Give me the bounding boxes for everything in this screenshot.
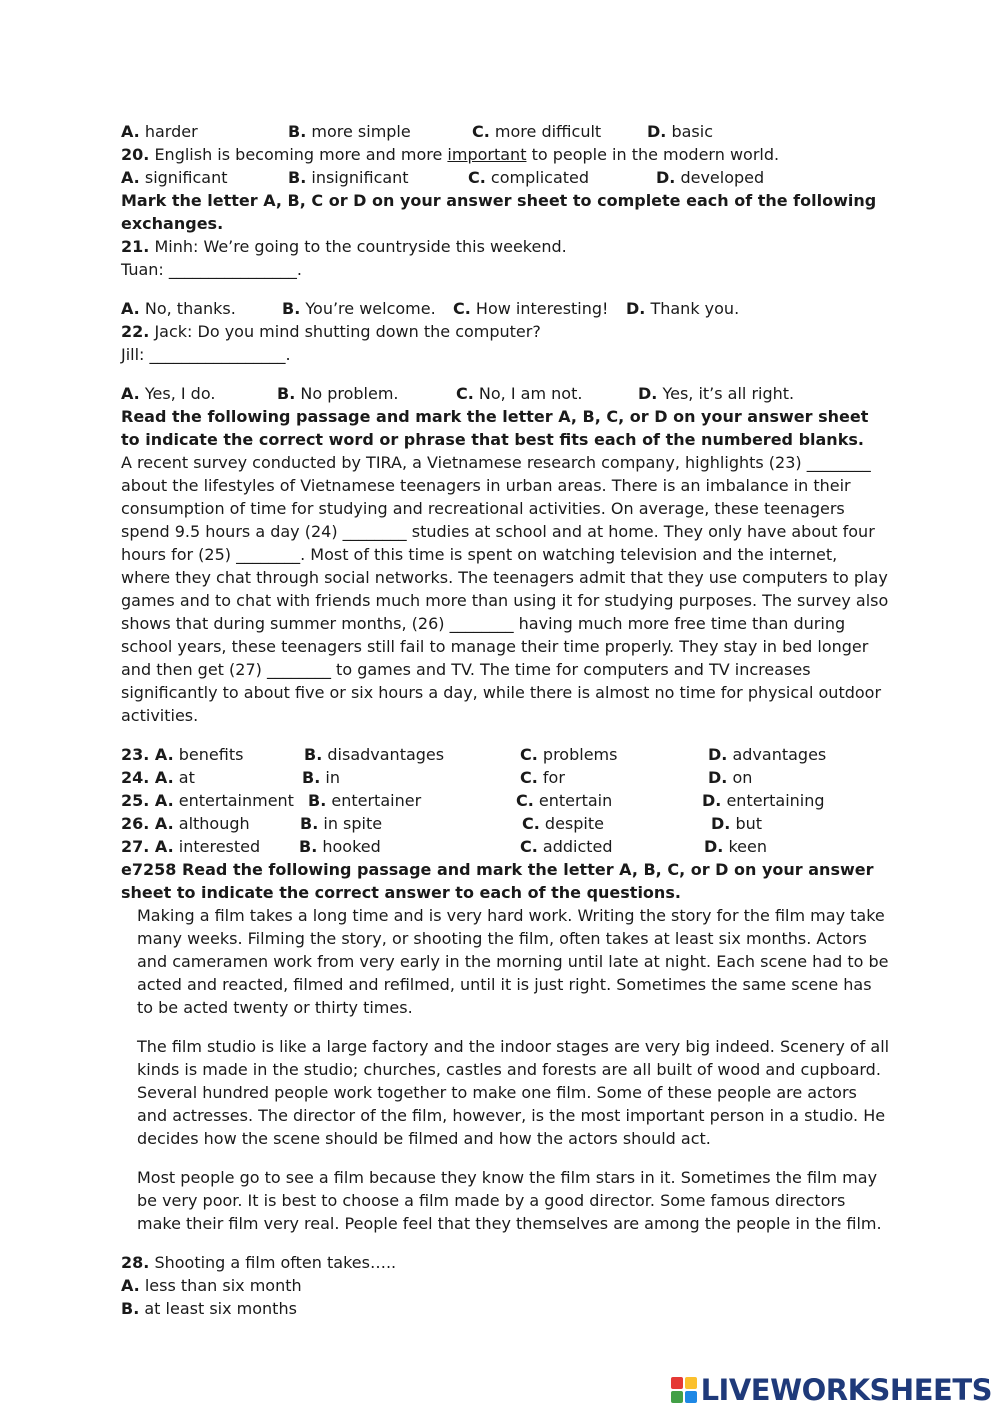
q24-option-a: 24. A. at: [121, 768, 195, 787]
q20-option-b: B. insignificant: [288, 168, 409, 187]
q26-option-a: 26. A. although: [121, 814, 250, 833]
q21-option-a: A. No, thanks.: [121, 299, 236, 318]
cloze-question-23: [121, 743, 891, 766]
q27-option-b: B. hooked: [299, 837, 381, 856]
q27-option-a: 27. A. interested: [121, 837, 261, 856]
q24-option-d: D. on: [708, 768, 753, 787]
q23-option-d: D. advantages: [708, 745, 827, 764]
q21-option-c: C. How interesting!: [453, 299, 609, 318]
q21-stem: 21. Minh: We’re going to the countryside this weekend.: [121, 237, 567, 256]
q25-option-d: D. entertaining: [702, 791, 825, 810]
logo-square-icon: [671, 1377, 683, 1389]
q22-option-c: C. No, I am not.: [456, 384, 583, 403]
q24-option-b: B. in: [302, 768, 340, 787]
q19-option-a: A. harder: [121, 122, 198, 141]
q26-option-c: C. despite: [522, 814, 604, 833]
instruction-exchanges: Mark the letter A, B, C or D on your answer sheet to complete each of the following exchanges.: [121, 191, 877, 233]
q22-option-b: B. No problem.: [277, 384, 399, 403]
q19-option-b: B. more simple: [288, 122, 411, 141]
q20-option-a: A. significant: [121, 168, 228, 187]
instruction-cloze: Read the following passage and mark the letter A, B, C, or D on your answer sheet to indicate the correct word or phrase that best fits each of the numbered blanks.: [121, 407, 869, 449]
reading-paragraph-1: Making a film takes a long time and is very hard work. Writing the story for the film may take many weeks. Filming the story, or shooting the film, often takes at least six months. Actors and cameramen work from very early in the morning until late at night. Each scene had to be acted and reacted, filmed and refilmed, until it is just right. Sometimes the same scene has to be acted twenty or thirty times.: [137, 906, 889, 1017]
logo-square-icon: [671, 1391, 683, 1403]
q25-option-b: B. entertainer: [308, 791, 422, 810]
q28-stem: 28. Shooting a film often takes…..: [121, 1253, 397, 1272]
logo-squares-icon: [671, 1377, 697, 1403]
q19-options: [121, 120, 891, 143]
q22-answer-line: Jill: _________________.: [121, 345, 291, 364]
q21-option-b: B. You’re welcome.: [282, 299, 436, 318]
liveworksheets-logo: [671, 1373, 992, 1407]
instruction-reading: e7258 Read the following passage and mark the letter A, B, C, or D on your answer sheet to indicate the correct answer to each of the questions.: [121, 860, 874, 902]
q19-option-c: C. more difficult: [472, 122, 602, 141]
q24-option-c: C. for: [520, 768, 565, 787]
q20-option-d: D. developed: [656, 168, 765, 187]
q21-option-d: D. Thank you.: [626, 299, 740, 318]
logo-square-icon: [685, 1377, 697, 1389]
cloze-question-26: [121, 812, 891, 835]
cloze-question-25: [121, 789, 891, 812]
logo-square-icon: [685, 1391, 697, 1403]
q20-stem: 20. English is becoming more and more important to people in the modern world.: [121, 145, 780, 164]
q25-option-a: 25. A. entertainment: [121, 791, 294, 810]
q23-option-b: B. disadvantages: [304, 745, 445, 764]
q23-option-c: C. problems: [520, 745, 618, 764]
q23-option-a: 23. A. benefits: [121, 745, 244, 764]
cloze-question-27: [121, 835, 891, 858]
reading-paragraph-3: Most people go to see a film because they know the film stars in it. Sometimes the film may be very poor. It is best to choose a film made by a good director. Some famous directors make their film very real. People feel that they themselves are among the people in the film.: [137, 1168, 882, 1233]
cloze-passage: A recent survey conducted by TIRA, a Vietnamese research company, highlights (23) ________ about the lifestyles of Vietnamese teenagers in urban areas. There is an imbalance in their consumption of time for studying and recreational activities. On average, these teenagers spend 9.5 hours a day (24) ________ studies at school and at home. They only have about four hours for (25) ________. Most of this time is spent on watching television and the internet, where they chat through social networks. The teenagers admit that they use computers to play games and to chat with friends much more than using it for studying purposes. The survey also shows that during summer months, (26) ________ having much more free time than during school years, these teenagers still fail to manage their time properly. They stay in bed longer and then get (27) ________ to games and TV. The time for computers and TV increases significantly to about five or six hours a day, while there is almost no time for physical outdoor activities.: [121, 453, 889, 725]
q19-option-d: D. basic: [647, 122, 713, 141]
worksheet-page: [121, 120, 891, 1320]
reading-paragraph-2: The film studio is like a large factory and the indoor stages are very big indeed. Scenery of all kinds is made in the studio; churches, castles and forests are all built of wood and cupboard. Several hundred people work together to make one film. Some of these people are actors and actresses. The director of the film, however, is the most important person in a studio. He decides how the scene should be filmed and how the actors should act.: [137, 1037, 890, 1148]
q25-option-c: C. entertain: [516, 791, 613, 810]
q20-options: [121, 166, 891, 189]
q28-option-a: A. less than six month: [121, 1276, 302, 1295]
q28-option-b: B. at least six months: [121, 1299, 297, 1318]
q26-option-b: B. in spite: [300, 814, 383, 833]
q26-option-d: D. but: [711, 814, 763, 833]
q22-stem: 22. Jack: Do you mind shutting down the computer?: [121, 322, 541, 341]
q20-option-c: C. complicated: [468, 168, 590, 187]
q21-options: [121, 297, 891, 320]
q22-option-d: D. Yes, it’s all right.: [638, 384, 795, 403]
logo-text: LIVEWORKSHEETS: [700, 1373, 992, 1407]
q27-option-c: C. addicted: [520, 837, 613, 856]
cloze-question-24: [121, 766, 891, 789]
q21-answer-line: Tuan: ________________.: [121, 260, 302, 279]
q22-options: [121, 382, 891, 405]
q27-option-d: D. keen: [704, 837, 767, 856]
q22-option-a: A. Yes, I do.: [121, 384, 216, 403]
